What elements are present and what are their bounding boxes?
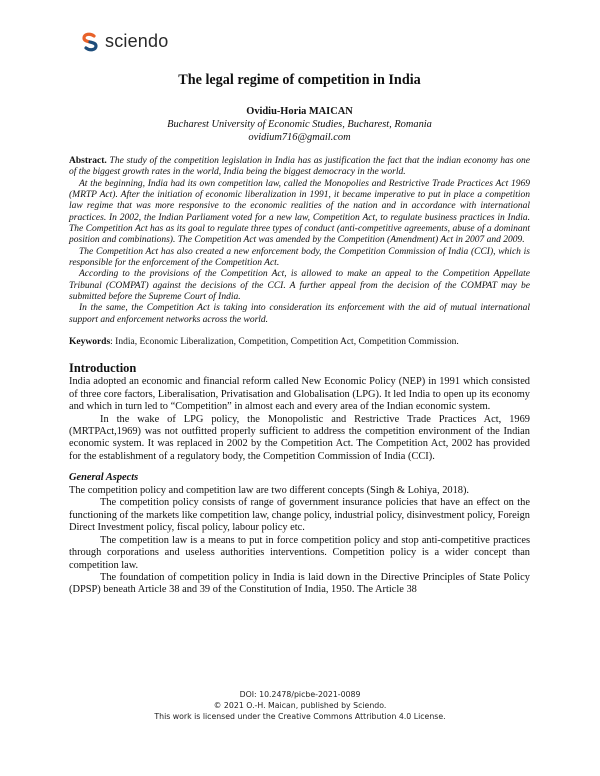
body-paragraph: India adopted an economic and financial reform called New Economic Policy (NEP) in 1991 which consisted of three core factors, Liberalisation, Privatisation and Globalisation (LPG). It led India to open up its economy and which in turn led to “Competition” in almost each and every area of the Indian economic system. (69, 376, 530, 413)
body-paragraph: The competition policy and competition law are two different concepts (Singh & Lohiya, 2018). (69, 484, 470, 496)
abstract-paragraph: According to the provisions of the Competition Act, is allowed to make an appeal to the Competition Appellate Tribunal (COMPAT) against the decisions of the CCI. A further appeal from the decision of the COMPAT may be submitted before the Supreme Court of India. (69, 269, 530, 303)
page-footer (0, 690, 600, 722)
keywords (69, 336, 530, 348)
abstract-label: Abstract. (69, 156, 107, 166)
publisher-logo (80, 31, 168, 52)
body-paragraph: In the wake of LPG policy, the Monopolistic and Restrictive Trade Practices Act, 1969 (MRTPAct,1969) was not outfitted properly sufficient to address the competition environment of the Indian economic system. It was replaced in 2002 by the Competition Act. The Competition Act, 2002 has provided for the establishment of a regulatory body, the Competition Commission of India (CCI). (69, 413, 530, 462)
sciendo-logo-icon (80, 32, 100, 52)
keywords-label: Keywords (69, 337, 111, 348)
article-page (69, 72, 530, 597)
author-name: Ovidiu-Horia MAICAN (246, 106, 353, 117)
author-affiliation: Bucharest University of Economic Studies, Bucharest, Romania (167, 119, 432, 130)
doi: DOI: 10.2478/picbe-2021-0089 (239, 690, 361, 699)
abstract-paragraph: At the beginning, India had its own competition law, called the Monopolies and Restrictive Trade Practices Act 1969 (MRTP Act). After the initiation of economic liberalization in 1991, it became imperative to put in place a competition law regime that was more responsive to the economic realities of the nation and in accordance with international practices. In 2002, the Indian Parliament voted for a new law, Competition Act, to regulate business practices in India. The Competition Act has as its goal to regulate three types of conduct (anti-competitive agreements, abuse of a dominant position and combinations). The Competition Act was amended by the Competition (Amendment) Act in 2007 and 2009. (69, 178, 530, 246)
abstract-text: The study of the competition legislation in India has as justification the fact that the indian economy has one of the biggest growth rates in the world, India being the biggest democracy in the world. (69, 156, 530, 178)
introduction-heading: Introduction (69, 361, 137, 376)
body-paragraph: The foundation of competition policy in India is laid down in the Directive Principles of State Policy (DPSP) beneath Article 38 and 39 of the Constitution of India, 1950. The Article 38 (69, 571, 530, 596)
article-title: The legal regime of competition in India (178, 72, 421, 88)
abstract-paragraph: The Competition Act has also created a new enforcement body, the Competition Commission of India (CCI), which is responsible for the enforcement of the Competition Act. (69, 246, 530, 269)
author-email: ovidium716@gmail.com (248, 132, 351, 143)
license-notice: This work is licensed under the Creative Commons Attribution 4.0 License. (154, 711, 446, 721)
abstract-paragraph: In the same, the Competition Act is taking into consideration its enforcement with the aid of mutual international support and enforcement networks across the world. (69, 303, 530, 325)
keywords-text: : India, Economic Liberalization, Competition, Competition Act, Competition Commission. (110, 337, 459, 348)
general-aspects-heading: General Aspects (69, 472, 139, 484)
publisher-name: sciendo (105, 31, 169, 51)
body-paragraph: The competition policy consists of range of government insurance policies that have an effect on the functioning of the markets like competition law, change policy, industrial policy, disinvestment policy, Foreign Direct Investment policy, fiscal policy, labour policy etc. (69, 497, 530, 534)
body-paragraph: The competition law is a means to put in force competition policy and stop anti-competitive practices through corporations and useless authorities interventions. Competition policy is a wider concept than competition law. (69, 534, 530, 571)
copyright: © 2021 O.-H. Maican, published by Sciendo. (213, 700, 387, 710)
abstract-paragraph (69, 156, 530, 179)
abstract (69, 156, 530, 326)
